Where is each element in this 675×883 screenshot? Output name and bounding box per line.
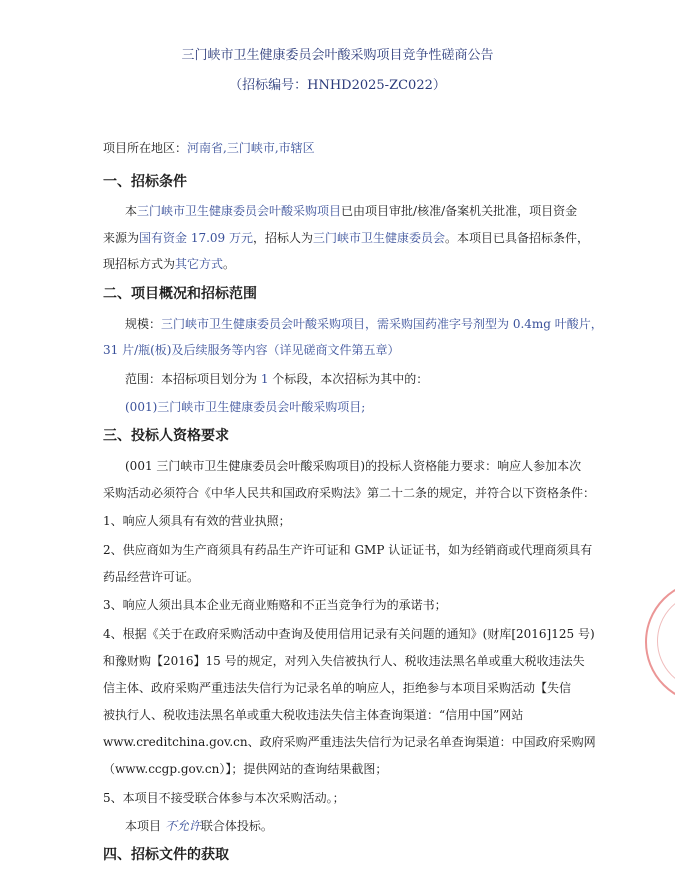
text: 。本项目已具备招标条件， <box>445 231 590 245</box>
section-1-line-3 <box>103 255 235 272</box>
requirement-4-line-2: 和豫财购【2016】15 号的规定，对列入失信被执行人、税收违法黑名单或重大税收违法失 <box>103 654 585 668</box>
section-3-intro-1: (001 三门峡市卫生健康委员会叶酸采购项目)的投标人资格能力要求：响应人参加本次 <box>125 459 582 473</box>
text: 个标段，本次招标为其中的： <box>268 372 429 386</box>
requirement-1: 1、响应人须具有有效的营业执照； <box>103 514 291 528</box>
section-1-line-2 <box>103 229 589 246</box>
text: 范围：本招标项目划分为 <box>125 372 261 386</box>
location-value: 河南省,三门峡市,市辖区 <box>187 141 315 155</box>
section-4-heading: 四、招标文件的获取 <box>103 847 229 863</box>
section-2-line-2: 31 片/瓶(板)及后续服务等内容（详见磋商文件第五章） <box>103 343 400 357</box>
section-1-heading: 一、招标条件 <box>103 174 187 190</box>
requirement-3: 3、响应人须出具本企业无商业贿赂和不正当竞争行为的承诺书； <box>103 598 447 612</box>
official-seal <box>645 580 675 704</box>
project-name: 三门峡市卫生健康委员会叶酸采购项目 <box>137 204 342 218</box>
text: 本 <box>125 204 138 218</box>
section-3-intro-2: 采购活动必须符合《中华人民共和国政府采购法》第二十二条的规定，并符合以下资格条件： <box>103 486 596 500</box>
document-title: 三门峡市卫生健康委员会叶酸采购项目竞争性磋商公告 <box>181 48 494 63</box>
text: 本项目 <box>125 819 165 833</box>
section-2-heading: 二、项目概况和招标范围 <box>103 286 257 302</box>
text: 。 <box>223 257 236 271</box>
document-number: （招标编号：HNHD2025-ZC022） <box>229 78 446 93</box>
requirement-4-line-4: 被执行人、税收违法黑名单或重大税收违法失信主体查询渠道：“信用中国”网站 <box>103 708 524 722</box>
text: 来源为 <box>103 231 140 245</box>
scale-text: 三门峡市卫生健康委员会叶酸采购项目，需采购国药准字号剂型为 0.4mg 叶酸片， <box>161 317 603 331</box>
joint-bid-line <box>125 817 273 834</box>
text: 联合体投标。 <box>200 819 273 833</box>
requirement-5: 5、本项目不接受联合体参与本次采购活动。； <box>103 791 345 805</box>
text: 已由项目审批/核准/备案机关批准，项目资金 <box>341 204 578 218</box>
section-2-line-3 <box>125 370 428 387</box>
requirement-4-line-5: www.creditchina.gov.cn、政府采购严重违法失信行为记录名单查询渠道：中国政府采购网 <box>103 735 596 749</box>
text: ，招标人为 <box>253 231 314 245</box>
requirement-2-line-1: 2、供应商如为生产商须具有药品生产许可证和 GMP 认证证书，如为经销商或代理商须具有 <box>103 543 593 557</box>
requirement-2-line-2: 药品经营许可证。 <box>103 570 200 584</box>
section-1-line-1 <box>125 202 577 219</box>
section-2-line-4: (001)三门峡市卫生健康委员会叶酸采购项目; <box>125 400 366 414</box>
requirement-4-line-1: 4、根据《关于在政府采购活动中查询及使用信用记录有关问题的通知》(财库[2016]125 号) <box>103 627 595 641</box>
location-line <box>103 139 315 156</box>
requirement-4-line-6: （www.ccgp.gov.cn）】；提供网站的查询结果截图； <box>103 762 388 776</box>
location-label: 项目所在地区： <box>103 141 188 155</box>
text: 现招标方式为 <box>103 257 176 271</box>
fund-amount: 国有资金 17.09 万元 <box>139 231 253 245</box>
text: 规模： <box>125 317 162 331</box>
section-3-heading: 三、投标人资格要求 <box>103 428 229 444</box>
section-2-line-1 <box>125 315 603 332</box>
tender-method: 其它方式 <box>175 257 224 271</box>
tenderer-name: 三门峡市卫生健康委员会 <box>313 231 446 245</box>
joint-bid-status: 不允许 <box>164 819 201 833</box>
requirement-4-line-3: 信主体、政府采购严重违法失信行为记录名单的响应人，拒绝参与本项目采购活动【失信 <box>103 681 572 695</box>
seal-inner-ring <box>657 592 675 690</box>
lot-count: 1 <box>260 372 269 386</box>
